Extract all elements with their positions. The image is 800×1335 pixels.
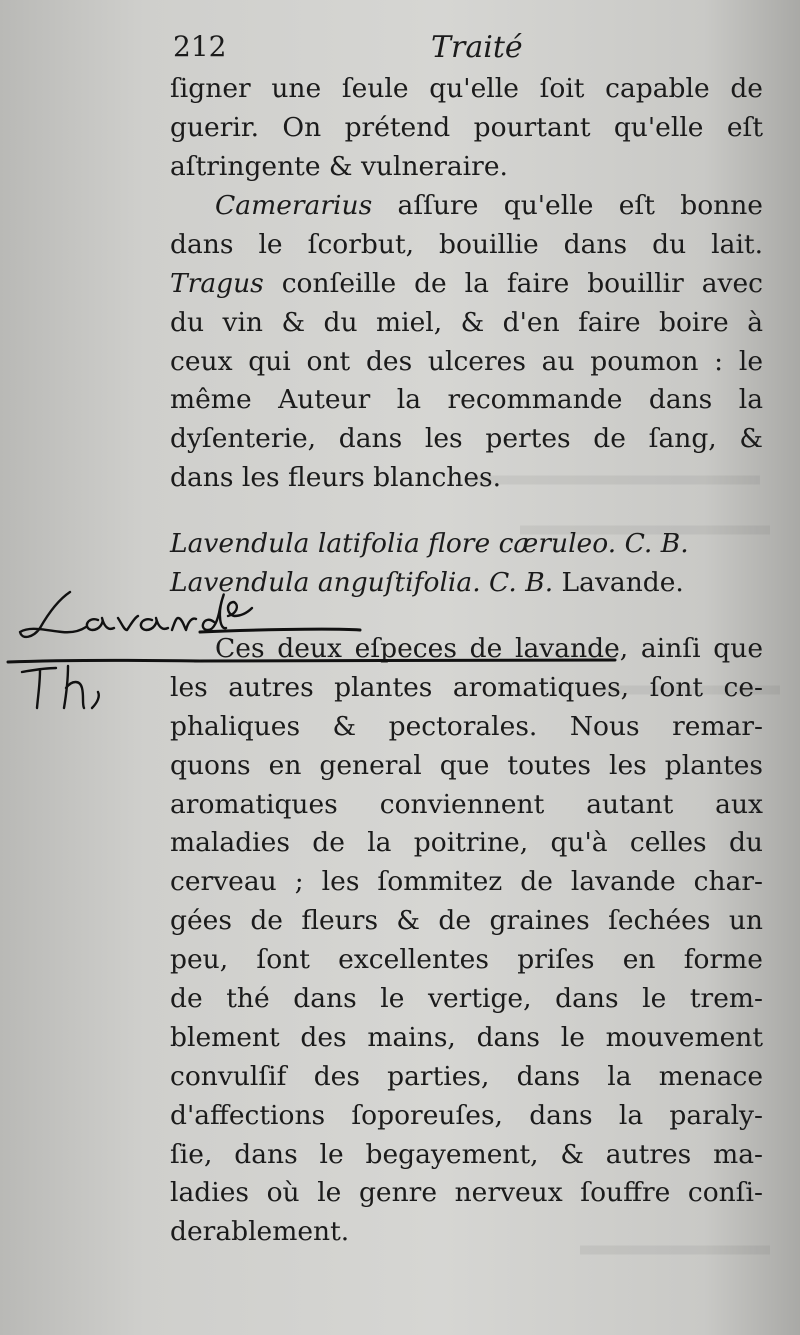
text-line: les autres plantes aromatiques, ſont ce- (170, 671, 763, 703)
author-name: Camerarius (215, 190, 373, 221)
text-line: ladies où le genre nerveux ſouffre conſi- (170, 1177, 763, 1209)
species-headings (170, 525, 763, 603)
paragraph-2 (170, 187, 763, 498)
paragraph-3 (170, 630, 763, 1252)
text-line: guerir. On prétend pourtant qu'elle eſt (170, 111, 763, 143)
text-line: dyſenterie, dans les pertes de ſang, & (170, 423, 763, 455)
text-line: convulſif des parties, dans la menace (170, 1060, 763, 1092)
text-line: de thé dans le vertige, dans le trem- (170, 983, 763, 1015)
text-line: dans les fleurs blanches. (170, 462, 502, 494)
text-line: ſigner une ſeule qu'elle ſoit capable de (170, 73, 763, 104)
text-line: maladies de la poitrine, qu'à celles du (170, 827, 763, 859)
text-line: dans le ſcorbut, bouillie dans du lait. (170, 228, 763, 260)
text-line: ceux qui ont des ulceres au poumon : le (170, 345, 763, 377)
running-head: Traité (431, 30, 523, 65)
species-heading: Lavendula latifolia flore cæruleo. C. B. (170, 528, 689, 559)
text-line: phaliques & pectorales. Nous remar- (170, 710, 763, 742)
text-line: gées de fleurs & de graines ſechées un (170, 905, 763, 937)
text-line: aromatiques conviennent autant aux (170, 788, 763, 820)
text-line: d'affections ſoporeuſes, dans la paraly- (170, 1099, 763, 1131)
text-line: du vin & du miel, & d'en faire boire à (170, 306, 763, 338)
text-line: Tragus conſeille de la faire bouillir avec (170, 267, 763, 299)
text-line: derablement. (170, 1216, 350, 1248)
text-line: même Auteur la recommande dans la (170, 384, 763, 416)
text-line: peu, ſont excellentes priſes en forme (170, 944, 763, 976)
text-line: cerveau ; les ſommitez de lavande char- (170, 866, 763, 898)
text-line: aſtringente & vulneraire. (170, 150, 508, 182)
text-line: ſie, dans le begayement, & autres ma- (170, 1138, 763, 1170)
author-name: Tragus (170, 267, 264, 299)
text-line: blement des mains, dans le mouvement (170, 1021, 763, 1053)
text-line: quons en general que toutes les plantes (170, 749, 763, 781)
species-heading: Lavendula anguſtifolia. C. B. Lavande. (170, 566, 684, 598)
page-number: 212 (173, 30, 227, 63)
paragraph-1 (170, 70, 763, 187)
text-line: Ces deux eſpeces de lavande, ainſi que (215, 633, 763, 664)
text-line: Camerarius aſſure qu'elle eſt bonne (215, 190, 763, 221)
